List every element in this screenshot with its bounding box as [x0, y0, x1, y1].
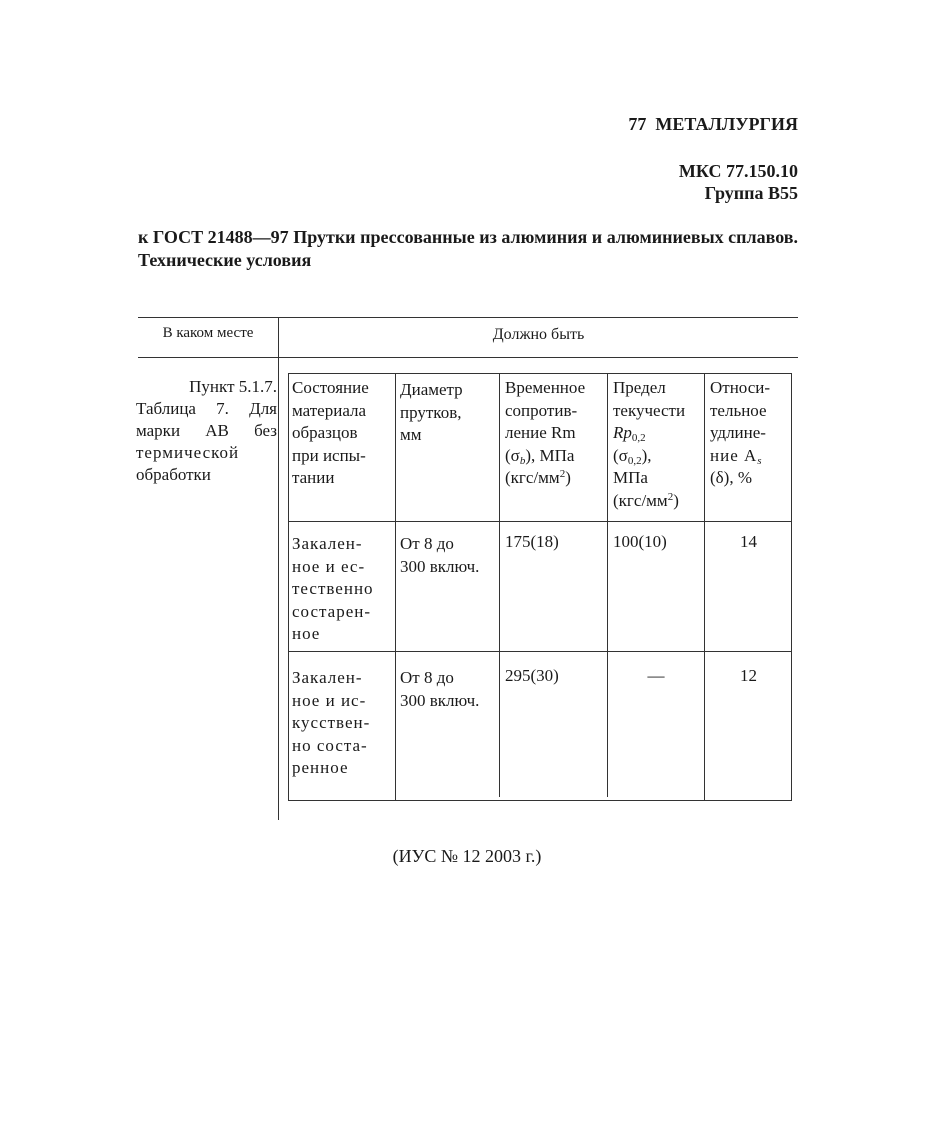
table-column-divider [278, 317, 279, 820]
cell-divider [607, 374, 608, 797]
row1-diameter: От 8 до 300 включ. [400, 534, 480, 576]
row-divider [289, 651, 792, 652]
properties-table [288, 373, 792, 801]
header-diameter: Диаметр прутков, мм [400, 380, 463, 444]
header-yield-strength: Предел текучести $Rp_{0,2}$ $(\sigma_{0,2})$, МПа $(кгс/мм^2)$ [613, 378, 686, 510]
section-title: 77 МЕТАЛЛУРГИЯ [628, 114, 798, 134]
table-top-rule [138, 317, 798, 318]
row2-state: Закален- ное и ис- кусствен- но соста- ренное [292, 668, 371, 777]
row1-state: Закален- ное и ес- тественно состарен- ное [292, 534, 374, 643]
header-elongation: Относи- тельное удлине- ние $A_s$ (δ), % [710, 378, 771, 487]
row1-tensile: 175(18) [505, 532, 559, 551]
classification-block [679, 160, 798, 204]
place-line: обработки [136, 465, 211, 484]
place-line: термической [136, 443, 240, 462]
place-line: Таблица 7. Для [136, 399, 277, 418]
row2-diameter: От 8 до 300 включ. [400, 668, 480, 710]
column-header-place: В каком месте [162, 325, 254, 341]
amendment-title: к ГОСТ 21488—97 Прутки прессованные из алюминия и алюминиевых сплавов. Технические условия [138, 227, 798, 270]
ius-reference: (ИУС № 12 2003 г.) [392, 846, 542, 866]
column-header-should-be: Должно быть [492, 326, 585, 343]
header-tensile-strength: Временное сопротив- ление Rm $(\sigma_b)$, МПа $(кгс/мм^2)$ [505, 378, 586, 487]
row1-elongation: 14 [740, 532, 757, 551]
cell-divider [395, 374, 396, 801]
row2-elongation: 12 [740, 666, 757, 685]
group-code: Группа В55 [704, 183, 798, 203]
table-header-rule [138, 357, 798, 358]
cell-divider [499, 374, 500, 797]
row2-yield: — [647, 666, 665, 685]
place-line: марки АВ без [136, 421, 277, 440]
place-line: Пункт 5.1.7. [189, 377, 277, 396]
mks-code: МКС 77.150.10 [678, 161, 798, 181]
place-description [136, 376, 277, 486]
row2-tensile: 295(30) [505, 666, 559, 685]
header-state: Состояние материала образцов при испы- тании [292, 378, 369, 487]
row-divider [289, 521, 792, 522]
row1-yield: 100(10) [613, 532, 667, 551]
